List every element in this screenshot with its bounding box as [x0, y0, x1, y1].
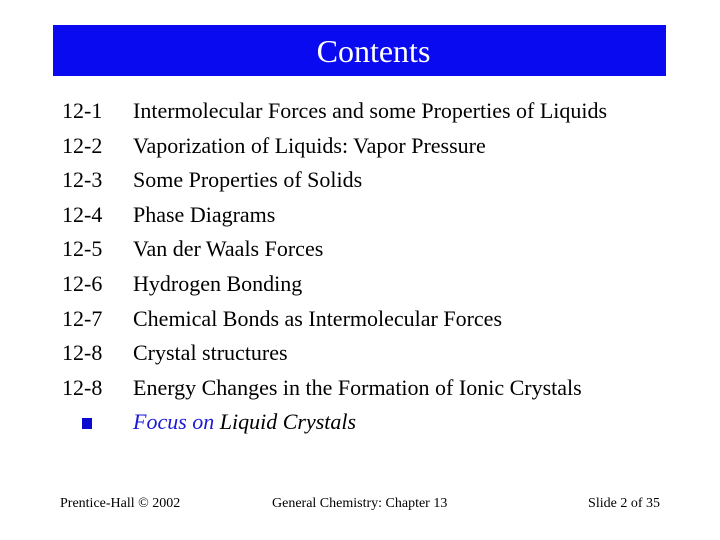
section-title: Energy Changes in the Formation of Ionic Crystals: [133, 374, 582, 400]
section-number: 12-8: [62, 374, 103, 400]
section-title: Crystal structures: [133, 340, 288, 366]
section-number: 12-8: [62, 340, 103, 366]
focus-topic: Liquid Crystals: [219, 409, 357, 435]
section-title: Van der Waals Forces: [133, 236, 324, 262]
toc-item: [0, 199, 720, 234]
toc-item: [0, 95, 720, 130]
square-bullet-icon: [82, 418, 92, 429]
section-title: Intermolecular Forces and some Properties of Liquids: [133, 98, 608, 123]
section-title: Hydrogen Bonding: [133, 270, 303, 296]
section-number: 12-3: [62, 167, 103, 193]
toc-item: [0, 130, 720, 165]
section-title: Phase Diagrams: [133, 201, 276, 227]
footer-slide-number: Slide 2 of 35: [588, 496, 660, 511]
focus-item: [0, 406, 720, 441]
section-title: Chemical Bonds as Intermolecular Forces: [133, 305, 503, 331]
footer-chapter: General Chemistry: Chapter 13: [272, 496, 448, 511]
footer-copyright: Prentice-Hall © 2002: [60, 496, 181, 511]
section-number: 12-6: [62, 270, 103, 296]
section-title: Some Properties of Solids: [133, 167, 363, 193]
slide-title: Contents: [316, 32, 431, 69]
section-title: Vaporization of Liquids: Vapor Pressure: [133, 132, 486, 158]
focus-prefix: Focus on: [133, 409, 215, 435]
toc-item: [0, 303, 720, 338]
toc-item: [0, 337, 720, 372]
focus-title: [133, 408, 356, 436]
toc-item: [0, 268, 720, 303]
section-number: 12-2: [62, 132, 103, 158]
toc-item: [0, 164, 720, 199]
section-number: 12-1: [62, 98, 103, 123]
section-number: 12-7: [62, 305, 103, 331]
title-bar: [53, 25, 666, 76]
section-number: 12-4: [62, 201, 103, 227]
toc-item: [0, 233, 720, 268]
section-number: 12-5: [62, 236, 103, 262]
table-of-contents: [0, 95, 720, 441]
toc-item: [0, 372, 720, 407]
